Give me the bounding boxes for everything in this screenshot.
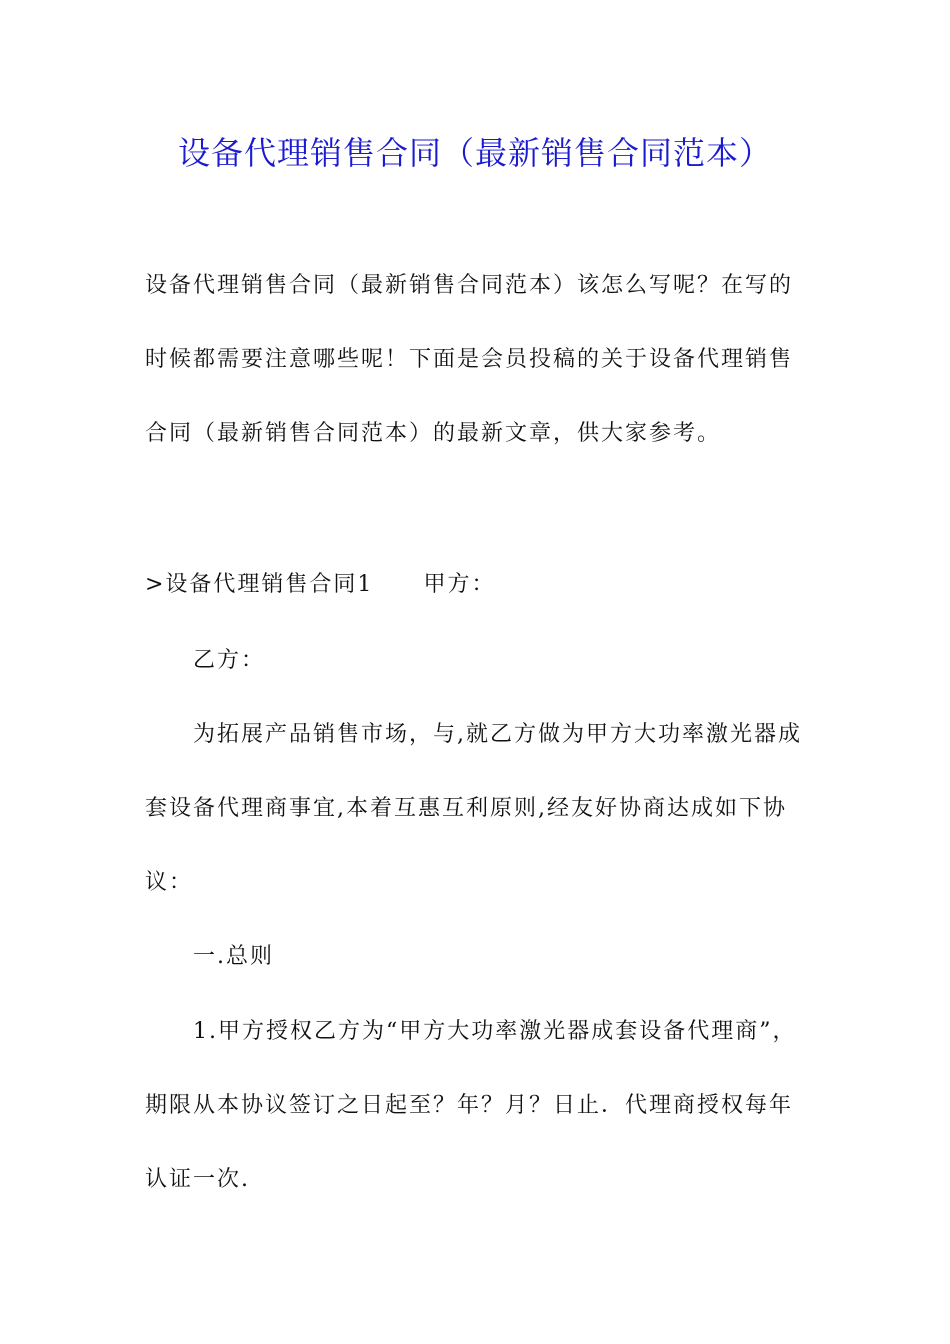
party-a-label: 甲方： — [423, 572, 496, 597]
intro-line-1: 设备代理销售合同（最新销售合同范本）该怎么写呢？在写的 — [145, 273, 794, 298]
document-title: 设备代理销售合同（最新销售合同范本） — [177, 134, 772, 172]
intro-line-3: 合同（最新销售合同范本）的最新文章，供大家参考。 — [145, 421, 722, 446]
section-heading-label: >设备代理销售合同1 — [145, 572, 374, 597]
preamble-line-2: 套设备代理商事宜,本着互惠互利原则,经友好协商达成如下协 — [145, 796, 787, 821]
party-b-label: 乙方： — [193, 648, 266, 673]
intro-line-2: 时候都需要注意哪些呢！下面是会员投稿的关于设备代理销售 — [145, 347, 794, 372]
chapter-1-title: 一.总则 — [193, 944, 274, 969]
preamble-line-1: 为拓展产品销售市场，与,就乙方做为甲方大功率激光器成 — [193, 722, 802, 747]
clause-1-line-1: 1.甲方授权乙方为“甲方大功率激光器成套设备代理商”， — [193, 1019, 797, 1044]
preamble-line-3: 议： — [145, 870, 194, 895]
clause-1-line-3: 认证一次. — [145, 1167, 250, 1192]
clause-1-line-2: 期限从本协议签订之日起至？年？月？日止．代理商授权每年 — [145, 1093, 794, 1118]
